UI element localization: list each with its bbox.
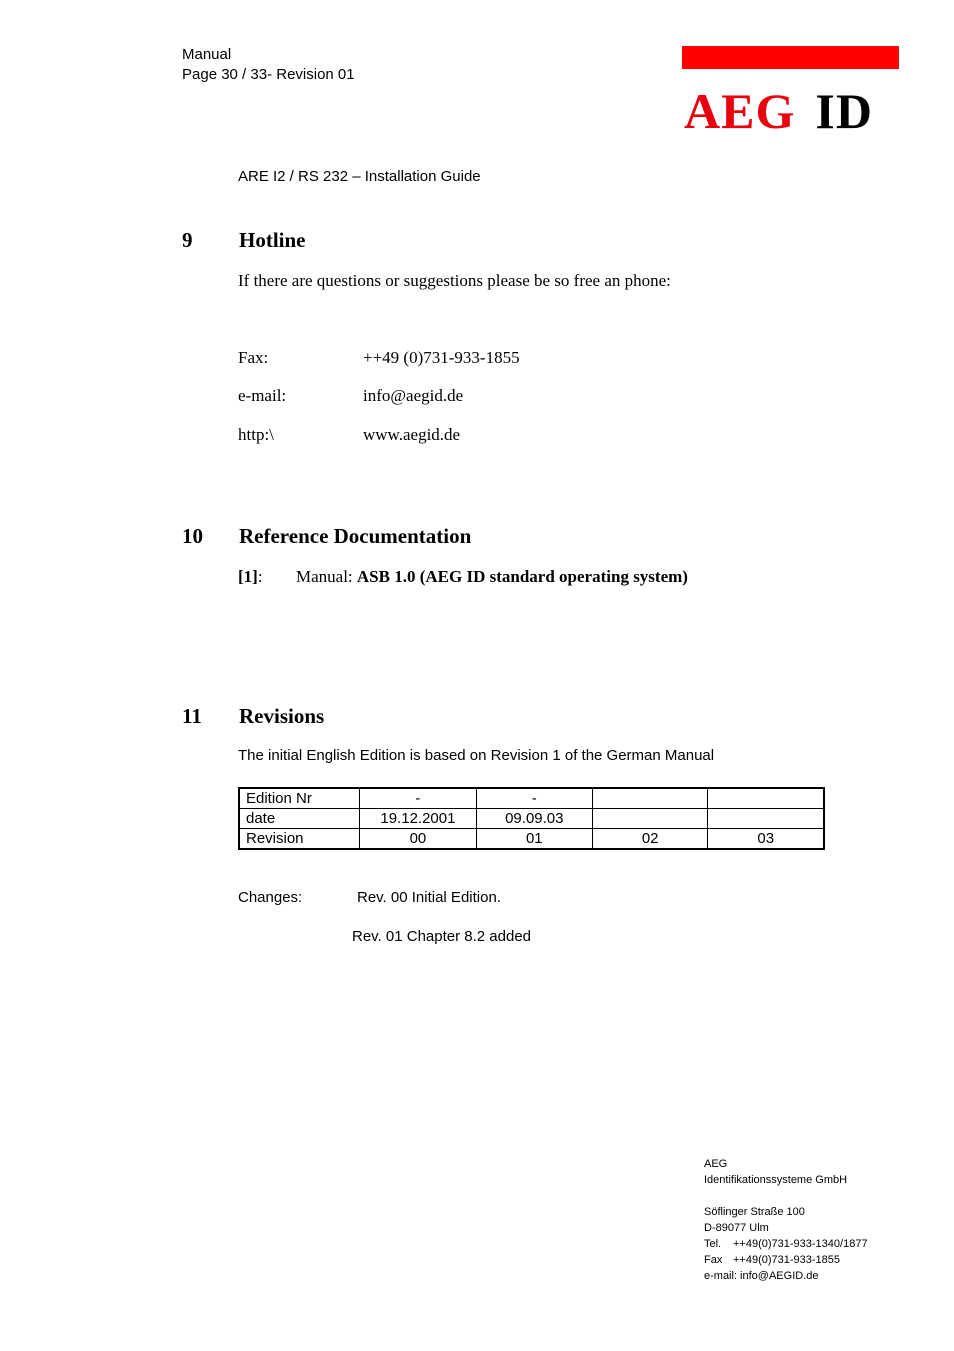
hotline-intro: If there are questions or suggestions please be so free an phone: <box>238 271 671 290</box>
table-cell: - <box>360 788 477 809</box>
footer-fax: ++49(0)731-933-1855 <box>733 1254 841 1266</box>
table-row <box>239 809 824 829</box>
footer-tel-label: Tel. <box>704 1238 722 1250</box>
table-cell <box>708 809 824 829</box>
section-number-revisions: 11 <box>182 704 202 728</box>
reference-title: ASB 1.0 (AEG ID standard operating system) <box>356 567 688 586</box>
footer-company: AEG <box>704 1158 728 1170</box>
revisions-intro: The initial English Edition is based on Revision 1 of the German Manual <box>238 747 715 764</box>
table-cell: 19.12.2001 <box>360 809 477 829</box>
table-cell: 00 <box>360 829 477 850</box>
table-cell: 03 <box>708 829 824 850</box>
table-row <box>239 829 824 850</box>
table-cell: - <box>476 788 592 809</box>
section-number-reference: 10 <box>182 524 203 548</box>
table-row <box>239 788 824 809</box>
table-cell: 02 <box>592 829 708 850</box>
reference-id-label: [1] <box>238 567 258 586</box>
changes-label: Changes: <box>238 889 303 906</box>
reference-id <box>238 567 263 587</box>
table-cell: Revision <box>239 829 360 850</box>
change-entry: Rev. 00 Initial Edition. <box>357 889 501 906</box>
contact-fax: ++49 (0)731-933-1855 <box>363 348 520 367</box>
company-logo <box>684 83 873 139</box>
table-cell <box>592 809 708 829</box>
footer-tel: ++49(0)731-933-1340/1877 <box>733 1238 868 1250</box>
logo-bar <box>682 46 899 69</box>
document-subtitle: ARE I2 / RS 232 – Installation Guide <box>238 168 481 185</box>
reference-id-colon: : <box>257 567 263 586</box>
contact-label: http:\ <box>238 425 274 444</box>
reference-entry <box>296 567 688 587</box>
table-cell: Edition Nr <box>239 788 360 809</box>
footer-street: Söflinger Straße 100 <box>704 1206 805 1218</box>
table-cell: date <box>239 809 360 829</box>
footer-email: e-mail: info@AEGID.de <box>704 1270 819 1282</box>
logo-id: ID <box>815 83 873 139</box>
contact-label: Fax: <box>238 348 269 367</box>
doc-type: Manual <box>182 46 232 63</box>
table-cell <box>708 788 824 809</box>
footer-company-full: Identifikationssysteme GmbH <box>704 1174 848 1186</box>
revisions-table <box>238 787 825 850</box>
contact-website-link[interactable]: www.aegid.de <box>363 425 461 444</box>
change-entry: Rev. 01 Chapter 8.2 added <box>352 928 532 945</box>
section-title-reference: Reference Documentation <box>239 524 472 548</box>
section-title-hotline: Hotline <box>239 228 306 252</box>
section-title-revisions: Revisions <box>239 704 325 728</box>
page-info: Page 30 / 33- Revision 01 <box>182 66 355 83</box>
footer-fax-label: Fax <box>704 1254 723 1266</box>
reference-prefix: Manual: <box>296 567 357 586</box>
table-cell <box>592 788 708 809</box>
table-cell: 01 <box>476 829 592 850</box>
table-cell: 09.09.03 <box>476 809 592 829</box>
footer-city: D-89077 Ulm <box>704 1222 769 1234</box>
contact-label: e-mail: <box>238 386 287 405</box>
logo-aeg: AEG <box>684 83 796 139</box>
section-number-hotline: 9 <box>182 228 193 252</box>
contact-email-link[interactable]: info@aegid.de <box>363 386 464 405</box>
